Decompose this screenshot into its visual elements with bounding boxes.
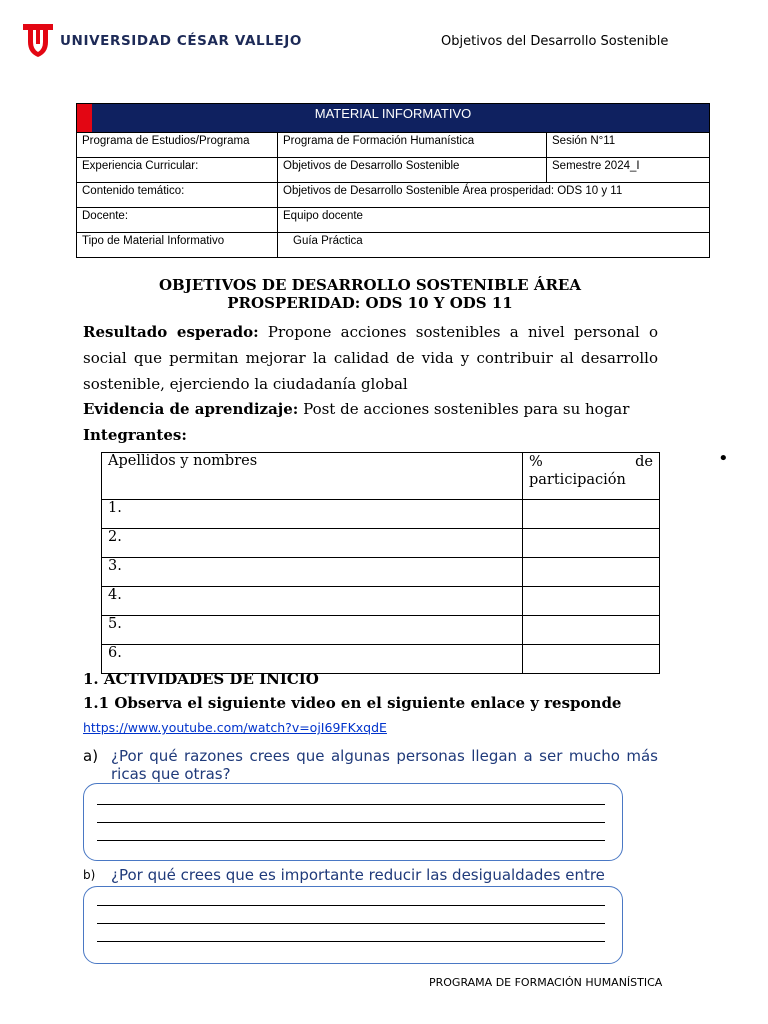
member-name-cell[interactable]: 4.: [102, 587, 523, 616]
info-row: [77, 233, 710, 258]
member-percent-cell[interactable]: [523, 587, 660, 616]
table-row: [102, 558, 660, 587]
section-heading: 1. ACTIVIDADES DE INICIO: [83, 670, 319, 688]
answer-line: [97, 804, 605, 805]
member-name-cell[interactable]: 6.: [102, 645, 523, 674]
member-percent-cell[interactable]: [523, 529, 660, 558]
evidencia-aprendizaje: Evidencia de aprendizaje: Post de acciones sostenibles para su hogar: [83, 400, 630, 418]
info-cell: Contenido temático:: [77, 183, 278, 208]
info-cell: Objetivos de Desarrollo Sostenible Área prosperidad: ODS 10 y 11: [278, 183, 710, 208]
member-percent-cell[interactable]: [523, 645, 660, 674]
info-cell: Programa de Formación Humanística: [278, 133, 547, 158]
video-link[interactable]: https://www.youtube.com/watch?v=ojI69FKxqdE: [83, 720, 387, 735]
info-row: [77, 183, 710, 208]
table-row: [102, 529, 660, 558]
header-title: Objetivos del Desarrollo Sostenible: [441, 34, 669, 49]
integrantes-label: Integrantes:: [83, 426, 187, 444]
info-row: [77, 133, 710, 158]
logo-text: UNIVERSIDAD CÉSAR VALLEJO: [60, 33, 302, 49]
member-percent-cell[interactable]: [523, 616, 660, 645]
table-row: [102, 616, 660, 645]
member-name-cell[interactable]: 2.: [102, 529, 523, 558]
table-row: [102, 587, 660, 616]
ucv-shield-icon: [22, 22, 54, 58]
answer-box-a[interactable]: [83, 783, 623, 861]
answer-line: [97, 840, 605, 841]
info-cell: Equipo docente: [278, 208, 710, 233]
info-cell: Tipo de Material Informativo: [77, 233, 278, 258]
info-row: [77, 208, 710, 233]
member-name-cell[interactable]: 3.: [102, 558, 523, 587]
info-cell: Objetivos de Desarrollo Sostenible: [278, 158, 547, 183]
members-table: [101, 452, 660, 674]
info-cell: Sesión N°11: [547, 133, 710, 158]
members-col-percent: % de participación: [523, 453, 660, 500]
university-logo: [22, 22, 302, 60]
member-name-cell[interactable]: 1.: [102, 500, 523, 529]
member-percent-cell[interactable]: [523, 558, 660, 587]
answer-line: [97, 923, 605, 924]
info-cell: Semestre 2024_I: [547, 158, 710, 183]
answer-line: [97, 822, 605, 823]
section-subheading: 1.1 Observa el siguiente video en el siguiente enlace y responde: [83, 694, 622, 712]
footer-text: PROGRAMA DE FORMACIÓN HUMANÍSTICA: [429, 976, 663, 989]
info-table: [76, 103, 710, 258]
answer-line: [97, 905, 605, 906]
info-row: [77, 158, 710, 183]
answer-box-b[interactable]: [83, 886, 623, 964]
info-cell: Programa de Estudios/Programa: [77, 133, 278, 158]
member-name-cell[interactable]: 5.: [102, 616, 523, 645]
members-col-names: Apellidos y nombres: [102, 453, 523, 500]
resultado-esperado: Resultado esperado: Propone acciones sostenibles a nivel personal o social que permitan mejorar la calidad de vida y contribuir al desarrollo sostenible, ejerciendo la ciudadanía global: [83, 323, 658, 393]
page-title: OBJETIVOS DE DESARROLLO SOSTENIBLE ÁREA PROSPERIDAD: ODS 10 Y ODS 11: [158, 276, 581, 312]
answer-line: [97, 941, 605, 942]
red-accent: [77, 104, 92, 132]
decor-dot: •: [718, 448, 729, 469]
question-a: a) ¿Por qué razones crees que algunas personas llegan a ser mucho más ricas que otras?: [83, 747, 658, 783]
table-row: [102, 500, 660, 529]
question-b: b) ¿Por qué crees que es importante reducir las desigualdades entre: [83, 866, 605, 884]
info-cell: Experiencia Curricular:: [77, 158, 278, 183]
info-cell: Guía Práctica: [278, 233, 710, 258]
info-cell: Docente:: [77, 208, 278, 233]
member-percent-cell[interactable]: [523, 500, 660, 529]
info-table-heading: MATERIAL INFORMATIVO: [77, 104, 710, 133]
